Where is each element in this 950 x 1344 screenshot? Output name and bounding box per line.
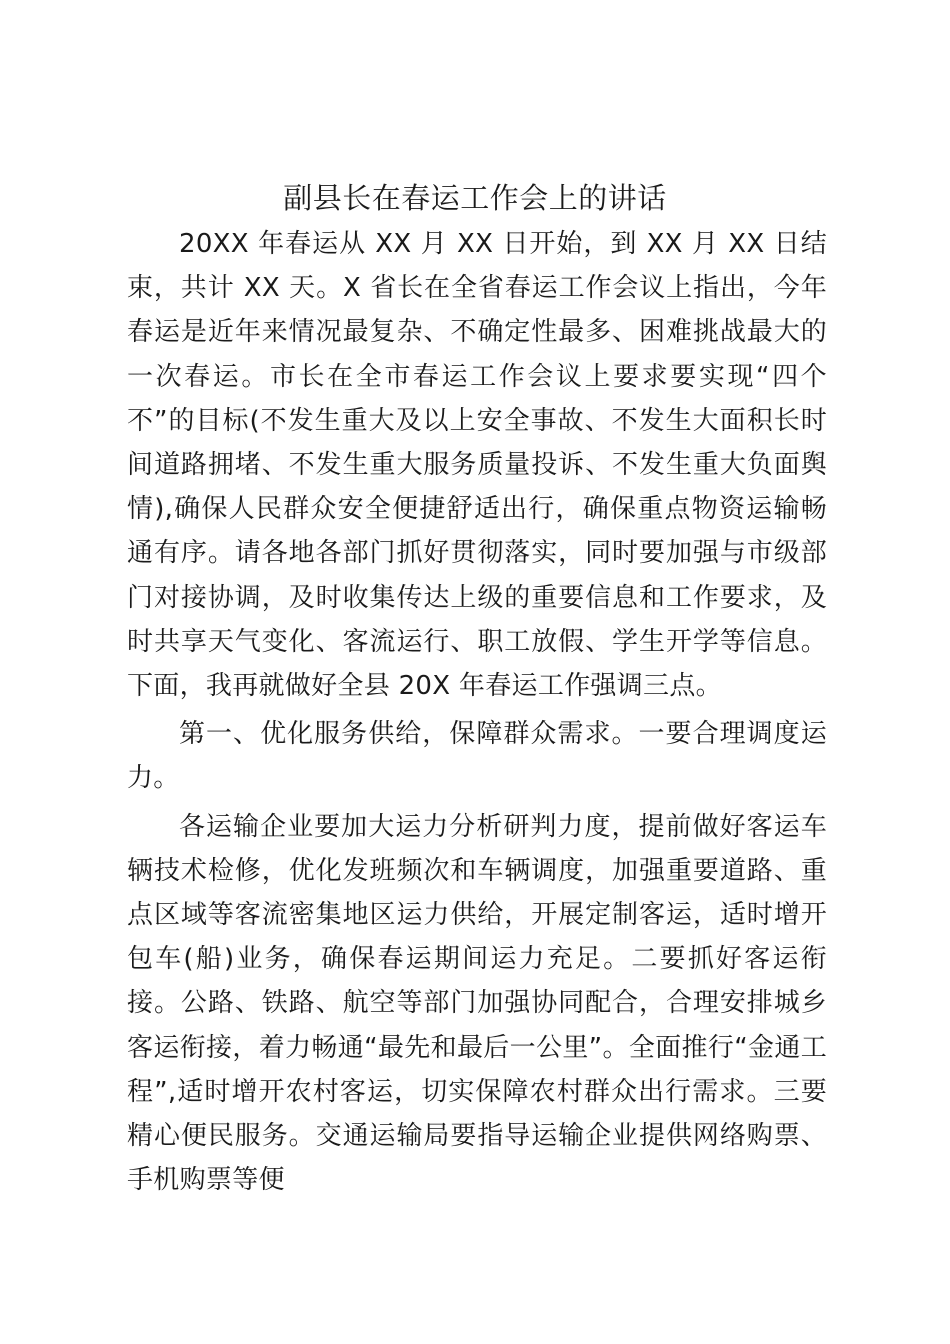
document-title: 副县长在春运工作会上的讲话 [283,181,667,215]
paragraph-section-one-body: 各运输企业要加大运力分析研判力度，提前做好客运车辆技术检修，优化发班频次和车辆调度，加强重要道路、重点区域等客流密集地区运力供给，开展定制客运，适时增开包车(船)业务，确保春运期间运力充足。二要抓好客运衔接。公路、铁路、航空等部门加强协同配合，合理安排城乡客运衔接，着力畅通“最先和最后一公里”。全面推行“金通工程”,适时增开农村客运，切实保障农村群众出行需求。三要精心便民服务。交通运输局要指导运输企业提供网络购票、手机购票等便 [127,811,827,1196]
paragraph-intro: 20XX 年春运从 XX 月 XX 日开始，到 XX 月 XX 日结束，共计 XX 天。X 省长在全省春运工作会议上指出，今年春运是近年来情况最复杂、不确定性最多、困难挑战最大的一次春运。市长在全市春运工作会议上要求要实现“四个不”的目标(不发生重大及以上安全事故、不发生大面积长时间道路拥堵、不发生重大服务质量投诉、不发生重大负面舆情),确保人民群众安全便捷舒适出行，确保重点物资运输畅通有序。请各地各部门抓好贯彻落实，同时要加强与市级部门对接协调，及时收集传达上级的重要信息和工作要求，及时共享天气变化、客流运行、职工放假、学生开学等信息。下面，我再就做好全县 20X 年春运工作强调三点。 [127,229,827,702]
paragraph-section-one-heading: 第一、优化服务供给，保障群众需求。一要合理调度运力。 [127,719,827,794]
document-body [127,222,827,1202]
